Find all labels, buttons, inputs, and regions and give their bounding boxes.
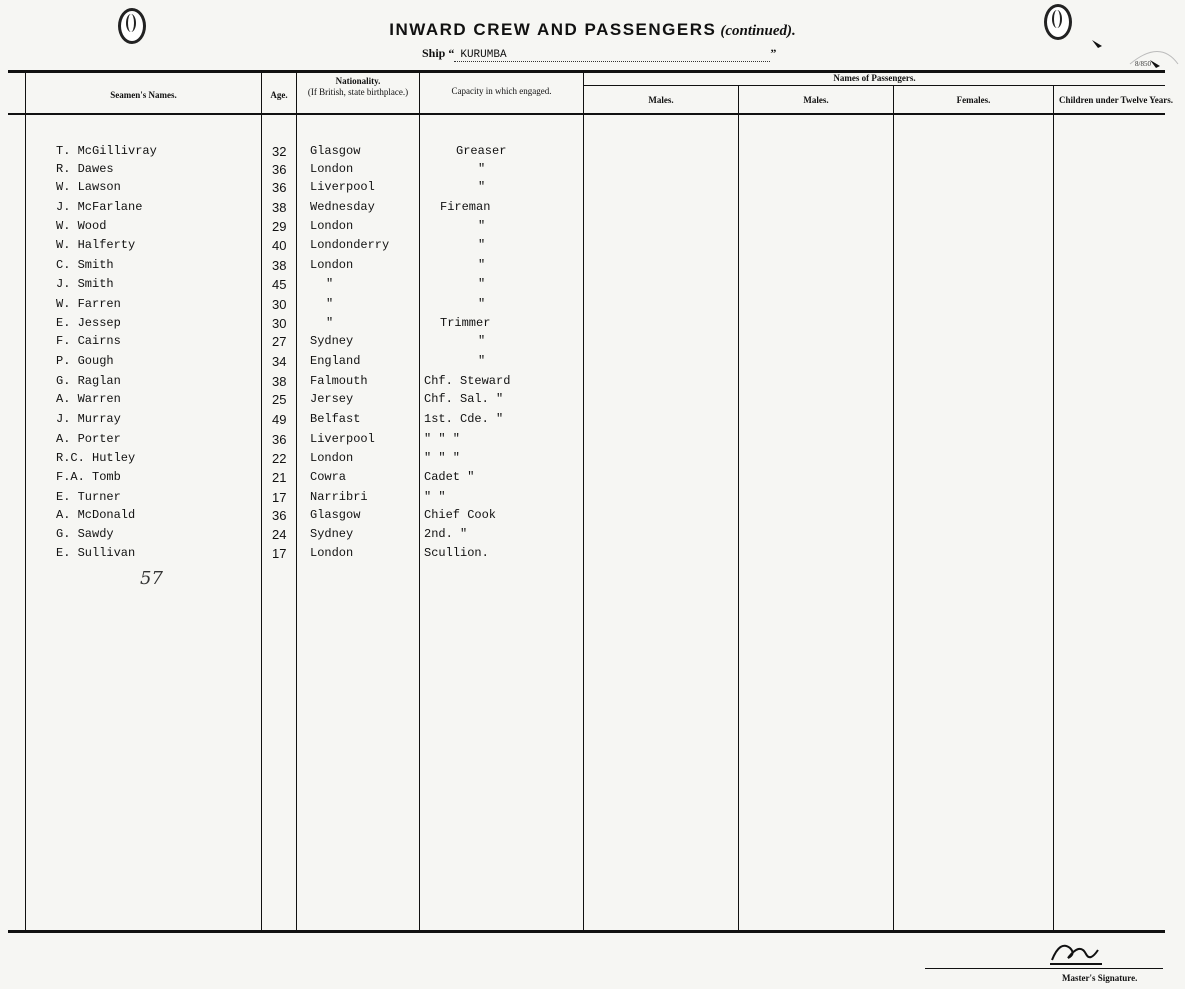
crew-name: G. Raglan	[56, 374, 121, 388]
crew-age: 30	[272, 316, 287, 331]
page-title: INWARD CREW AND PASSENGERS (continued).	[389, 20, 796, 39]
crew-birthplace: Sydney	[310, 334, 354, 348]
crew-birthplace: Glasgow	[310, 508, 361, 522]
crew-birthplace: London	[310, 258, 354, 272]
signature-mark-icon	[1046, 936, 1106, 968]
crew-name: W. Halferty	[56, 238, 136, 252]
crew-birthplace: Liverpool	[310, 432, 375, 446]
header-females: Females.	[956, 95, 991, 105]
crew-birthplace: Cowra	[310, 470, 347, 484]
master-signature-label: Master's Signature.	[1062, 973, 1138, 983]
crew-name: J. Smith	[56, 277, 114, 291]
crew-capacity: " "	[424, 490, 446, 504]
crew-name: J. Murray	[56, 412, 121, 426]
col-rule-5	[738, 86, 739, 932]
crew-name: G. Sawdy	[56, 527, 114, 541]
crew-age: 17	[272, 490, 287, 505]
crew-capacity: "	[478, 258, 486, 272]
header-bottom-rule	[8, 113, 1165, 115]
crew-birthplace: Londonderry	[310, 238, 390, 252]
crew-name: W. Wood	[56, 219, 107, 233]
crew-name: A. Porter	[56, 432, 121, 446]
crew-name: F. Cairns	[56, 334, 121, 348]
col-rule-3	[419, 72, 420, 932]
crew-age: 36	[272, 180, 287, 195]
crew-birthplace: Narribri	[310, 490, 368, 504]
crew-age: 27	[272, 334, 287, 349]
crew-capacity: Trimmer	[440, 316, 491, 330]
header-males-1: Males.	[648, 95, 674, 105]
col-rule-1	[261, 72, 262, 932]
crew-capacity: "	[478, 334, 486, 348]
crew-name: C. Smith	[56, 258, 114, 272]
signature-line	[925, 968, 1163, 969]
crew-capacity: 2nd. "	[424, 527, 468, 541]
crew-name: A. McDonald	[56, 508, 136, 522]
crew-name: P. Gough	[56, 354, 114, 368]
crew-capacity: Cadet "	[424, 470, 475, 484]
crew-name: W. Farren	[56, 297, 121, 311]
crew-capacity: " " "	[424, 451, 461, 465]
crew-name: T. McGillivray	[56, 144, 157, 158]
crew-name: E. Jessep	[56, 316, 121, 330]
crew-age: 22	[272, 451, 287, 466]
crew-birthplace: London	[310, 219, 354, 233]
crew-name: R.C. Hutley	[56, 451, 136, 465]
crew-capacity: "	[478, 297, 486, 311]
crew-birthplace: Falmouth	[310, 374, 368, 388]
handwritten-count: 57	[140, 568, 163, 589]
header-passengers: Names of Passengers.	[833, 73, 916, 83]
crew-capacity: Greaser	[456, 144, 507, 158]
ship-line: Ship “ KURUMBA ”	[422, 46, 777, 61]
crew-capacity: Fireman	[440, 200, 491, 214]
crew-capacity: "	[478, 180, 486, 194]
crew-capacity: Chf. Steward	[424, 374, 511, 388]
crew-capacity: "	[478, 354, 486, 368]
crew-age: 38	[272, 374, 287, 389]
crew-age: 36	[272, 432, 287, 447]
crew-capacity: " " "	[424, 432, 461, 446]
crew-age: 17	[272, 546, 287, 561]
crew-age: 38	[272, 200, 287, 215]
ship-name: KURUMBA	[454, 49, 770, 62]
crew-capacity: "	[478, 219, 486, 233]
crew-age: 36	[272, 508, 287, 523]
passenger-group-rule	[584, 85, 1165, 86]
crew-name: F.A. Tomb	[56, 470, 121, 484]
col-rule-0	[25, 72, 26, 932]
crew-name: E. Sullivan	[56, 546, 136, 560]
crew-name: J. McFarlane	[56, 200, 143, 214]
crew-age: 29	[272, 219, 287, 234]
header-children: Children under Twelve Years.	[1058, 95, 1173, 105]
crew-name: E. Turner	[56, 490, 121, 504]
crew-birthplace: London	[310, 451, 354, 465]
header-males-2: Males.	[803, 95, 829, 105]
col-rule-7	[1053, 86, 1054, 932]
crew-birthplace: "	[326, 316, 334, 330]
col-rule-6	[893, 86, 894, 932]
crew-age: 21	[272, 470, 287, 485]
form-number: 8/850	[1135, 60, 1151, 68]
crew-birthplace: "	[326, 297, 334, 311]
crew-birthplace: Wednesday	[310, 200, 375, 214]
crew-birthplace: England	[310, 354, 361, 368]
stamp-mark-icon	[1090, 34, 1180, 74]
crew-birthplace: Sydney	[310, 527, 354, 541]
crew-capacity: 1st. Cde. "	[424, 412, 504, 426]
crew-age: 49	[272, 412, 287, 427]
crew-name: W. Lawson	[56, 180, 121, 194]
crew-age: 45	[272, 277, 287, 292]
crew-birthplace: "	[326, 277, 334, 291]
crew-name: R. Dawes	[56, 162, 114, 176]
header-capacity: Capacity in which engaged.	[451, 86, 552, 96]
header-seamen-names: Seamen's Names.	[110, 90, 177, 100]
col-rule-2	[296, 72, 297, 932]
crew-age: 36	[272, 162, 287, 177]
crew-capacity: "	[478, 162, 486, 176]
crew-age: 34	[272, 354, 287, 369]
header-nationality: Nationality. (If British, state birthplace.)	[307, 76, 409, 97]
crew-birthplace: Glasgow	[310, 144, 361, 158]
crew-capacity: Chief Cook	[424, 508, 497, 522]
table-bottom-rule	[8, 930, 1165, 933]
crew-birthplace: London	[310, 546, 354, 560]
crew-birthplace: Jersey	[310, 392, 354, 406]
crew-age: 40	[272, 238, 287, 253]
crew-age: 30	[272, 297, 287, 312]
crew-capacity: Scullion.	[424, 546, 489, 560]
crew-age: 25	[272, 392, 287, 407]
crew-age: 24	[272, 527, 287, 542]
crew-capacity: "	[478, 238, 486, 252]
crew-name: A. Warren	[56, 392, 121, 406]
crew-birthplace: London	[310, 162, 354, 176]
crew-birthplace: Liverpool	[310, 180, 375, 194]
crew-capacity: "	[478, 277, 486, 291]
col-rule-4	[583, 72, 584, 932]
header-age: Age.	[270, 90, 288, 100]
crew-age: 32	[272, 144, 287, 159]
crew-capacity: Chf. Sal. "	[424, 392, 504, 406]
crew-age: 38	[272, 258, 287, 273]
crew-birthplace: Belfast	[310, 412, 361, 426]
